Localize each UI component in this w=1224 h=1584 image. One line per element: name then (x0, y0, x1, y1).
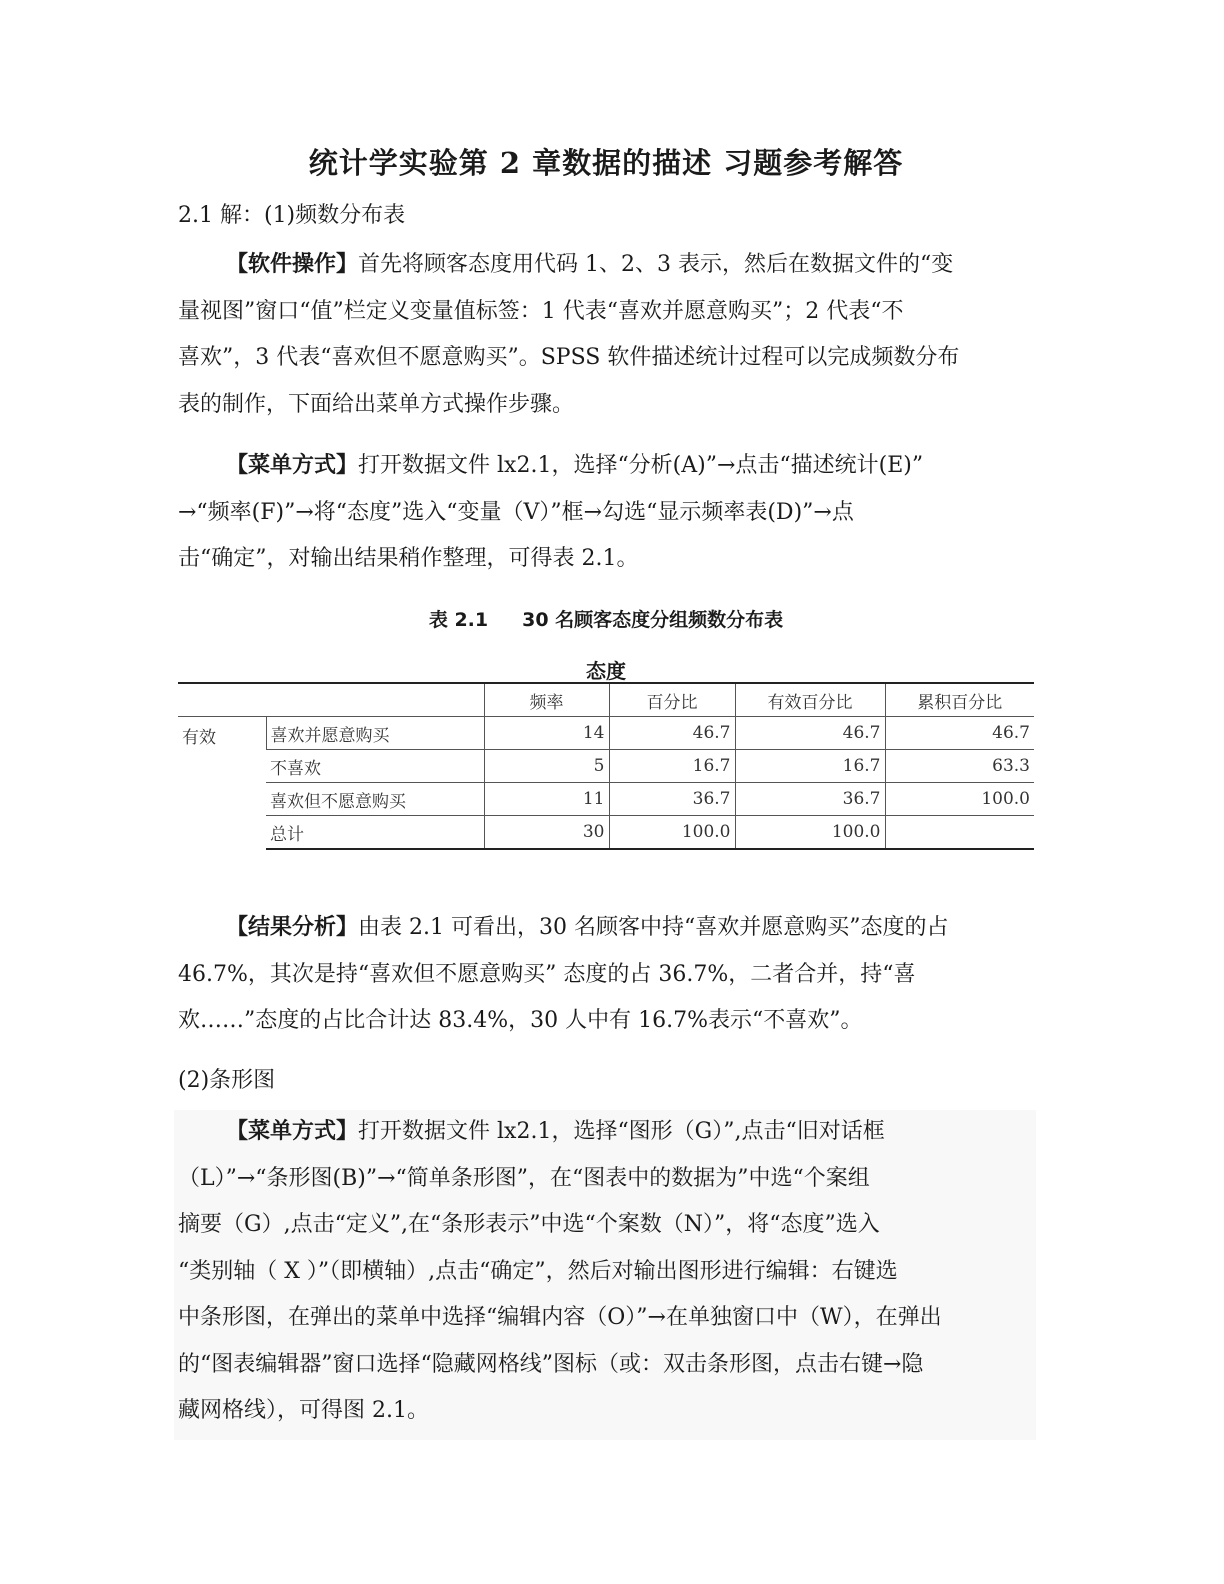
menu-method-paragraph-1 (178, 443, 1034, 583)
table-row (178, 717, 1034, 750)
cell-cumulative-percent: 46.7 (885, 717, 1034, 750)
cell-frequency: 11 (484, 783, 609, 816)
cell-percent: 36.7 (609, 783, 735, 816)
q2-heading: (2)条形图 (178, 1068, 276, 1093)
menu-method-line: 击“确定”，对输出结果稍作整理，可得表 2.1。 (178, 546, 639, 571)
cell-frequency: 14 (484, 717, 609, 750)
result-analysis-label: 【结果分析】 (226, 915, 359, 940)
table-row-total (178, 816, 1034, 850)
table-number: 表 2.1 (428, 609, 489, 631)
menu-method-label: 【菜单方式】 (226, 1119, 359, 1144)
software-op-line: 首先将顾客态度用代码 1、2、3 表示，然后在数据文件的“变 (358, 252, 954, 277)
row-label: 不喜欢 (266, 750, 484, 783)
header-valid-percent: 有效百分比 (735, 683, 885, 717)
cell-percent: 100.0 (609, 816, 735, 850)
row-label: 总计 (266, 816, 484, 850)
result-line: 欢……”态度的占比合计达 83.4%，30 人中有 16.7%表示“不喜欢”。 (178, 1008, 863, 1033)
menu-method-paragraph-2 (178, 1109, 1034, 1435)
table-row (178, 783, 1034, 816)
menu-method-label: 【菜单方式】 (226, 453, 359, 478)
menu-method-line: →“频率(F)”→将“态度”选入“变量（V）”框→勾选“显示频率表(D)”→点 (178, 499, 854, 525)
table-caption (178, 605, 1034, 632)
cell-percent: 46.7 (609, 717, 735, 750)
menu-method-line: 的“图表编辑器”窗口选择“隐藏网格线”图标（或：双击条形图，点击右键→隐 (178, 1351, 924, 1377)
software-op-line: 表的制作，下面给出菜单方式操作步骤。 (178, 391, 575, 417)
cell-cumulative-percent: 63.3 (885, 750, 1034, 783)
menu-method-line: 中条形图，在弹出的菜单中选择“编辑内容（O）”→在单独窗口中（W），在弹出 (178, 1305, 942, 1330)
software-op-line: 喜欢”，3 代表“喜欢但不愿意购买”。SPSS 软件描述统计过程可以完成频数分布 (178, 345, 960, 370)
table-header-row (178, 683, 1034, 717)
menu-method-line: 藏网格线），可得图 2.1。 (178, 1398, 429, 1423)
table-caption-text: 30 名顾客态度分组频数分布表 (522, 609, 784, 631)
cell-cumulative-percent: 100.0 (885, 783, 1034, 816)
document-title: 统计学实验第 2 章数据的描述 习题参考解答 (308, 146, 904, 180)
menu-method-line: （L）”→“条形图(B)”→“简单条形图”，在“图表中的数据为”中选“个案组 (178, 1165, 870, 1191)
q21-heading: 2.1 解：(1)频数分布表 (178, 203, 406, 228)
header-percent: 百分比 (609, 683, 735, 717)
software-operation-paragraph (178, 242, 1034, 428)
header-blank (178, 683, 484, 717)
row-label: 喜欢但不愿意购买 (266, 783, 484, 816)
cell-valid-percent: 46.7 (735, 717, 885, 750)
frequency-table (178, 682, 1034, 850)
table-row (178, 750, 1034, 783)
menu-method-line: 打开数据文件 lx2.1，选择“图形（G）”,点击“旧对话框 (358, 1119, 885, 1144)
cell-valid-percent: 100.0 (735, 816, 885, 850)
table-title: 态度 (586, 659, 626, 683)
menu-method-line: 摘要（G）,点击“定义”,在“条形表示”中选“个案数（N）”，将“态度”选入 (178, 1212, 880, 1237)
cell-frequency: 30 (484, 816, 609, 850)
cell-frequency: 5 (484, 750, 609, 783)
result-analysis-paragraph (178, 905, 1034, 1045)
header-frequency: 频率 (484, 683, 609, 717)
row-label: 喜欢并愿意购买 (266, 717, 484, 750)
header-cumulative-percent: 累积百分比 (885, 683, 1034, 717)
cell-valid-percent: 16.7 (735, 750, 885, 783)
menu-method-line: 打开数据文件 lx2.1，选择“分析(A)”→点击“描述统计(E)” (358, 453, 924, 478)
result-line: 46.7%，其次是持“喜欢但不愿意购买” 态度的占 36.7%，二者合并，持“喜 (178, 961, 916, 987)
group-label-valid: 有效 (178, 717, 266, 850)
menu-method-line: “类别轴（ X ）”（即横轴）,点击“确定”，然后对输出图形进行编辑：右键选 (178, 1258, 898, 1284)
software-op-label: 【软件操作】 (226, 252, 359, 277)
cell-percent: 16.7 (609, 750, 735, 783)
software-op-line: 量视图”窗口“值”栏定义变量值标签：1 代表“喜欢并愿意购买”；2 代表“不 (178, 298, 904, 324)
cell-cumulative-percent (885, 816, 1034, 850)
cell-valid-percent: 36.7 (735, 783, 885, 816)
result-line: 由表 2.1 可看出，30 名顾客中持“喜欢并愿意购买”态度的占 (358, 915, 949, 940)
